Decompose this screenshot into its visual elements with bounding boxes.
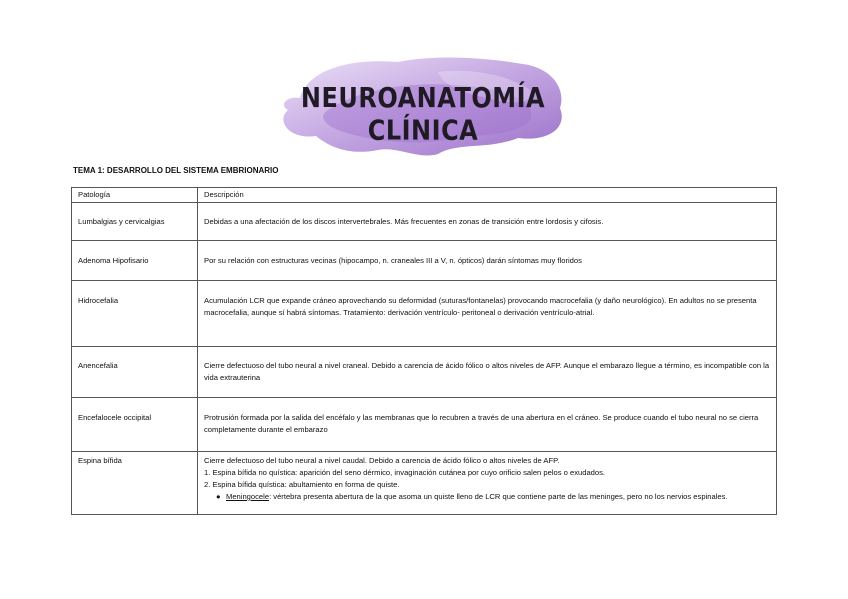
pathology-description: Cierre defectuoso del tubo neural a nivel craneal. Debido a carencia de ácido fólico o altos niveles de AFP. Aunque el embarazo llegue a término, es incompatible con la vida extrauterina [198,347,777,398]
table-row [72,452,777,515]
pathology-name: Anencefalia [72,347,198,398]
pathology-description [198,452,777,515]
table-row [72,398,777,452]
pathology-name: Encefalocele occipital [72,398,198,452]
table-row [72,203,777,241]
description-line: 2. Espina bífida quística: abultamiento en forma de quiste. [204,480,400,489]
bullet-icon: ● [216,492,221,501]
pathology-name: Lumbalgias y cervicalgias [72,203,198,241]
description-line: 1. Espina bífida no quística: aparición del seno dérmico, invaginación cutánea por cuyo orificio salen pelos o exudados. [204,468,606,477]
header-pathology: Patología [72,188,198,203]
pathology-description: Por su relación con estructuras vecinas (hipocampo, n. craneales III a V, n. ópticos) darán síntomas muy floridos [198,241,777,281]
pathology-name: Espina bífida [72,452,198,515]
description-line: Cierre defectuoso del tubo neural a nivel caudal. Debido a carencia de ácido fólico o altos niveles de AFP. [204,456,560,465]
table-row [72,241,777,281]
pathology-description: Acumulación LCR que expande cráneo aprovechando su deformidad (suturas/fontanelas) provocando macrocefalia (y daño neurológico). En adultos no se presenta macrocefalia, aunque sí habrá síntomas. Tratamiento: derivación ventrículo- peritoneal o derivación ventrículo-atrial. [198,281,777,347]
bullet-term: Meningocele [226,492,270,501]
header-description: Descripción [198,188,777,203]
page-title: NEUROANATOMÍA CLÍNICA [300,81,546,147]
pathology-description: Debidas a una afectación de los discos intervertebrales. Más frecuentes en zonas de transición entre lordosis y cifosis. [198,203,777,241]
bullet-text: : vértebra presenta abertura de la que asoma un quiste lleno de LCR que contiene parte de las meninges, pero no los nervios espinales. [269,492,728,501]
pathology-description: Protrusión formada por la salida del encéfalo y las membranas que lo recubren a través de una abertura en el cráneo. Se produce cuando el tubo neural no se cierra completamente durante el embarazo [198,398,777,452]
bullet-item [204,491,770,503]
pathology-name: Adenoma Hipofisario [72,241,198,281]
pathology-table [71,187,777,515]
table-header-row [72,188,777,203]
section-title: TEMA 1: DESARROLLO DEL SISTEMA EMBRIONARIO [73,166,279,175]
pathology-name: Hidrocefalia [72,281,198,347]
table-row [72,347,777,398]
table-row [72,281,777,347]
